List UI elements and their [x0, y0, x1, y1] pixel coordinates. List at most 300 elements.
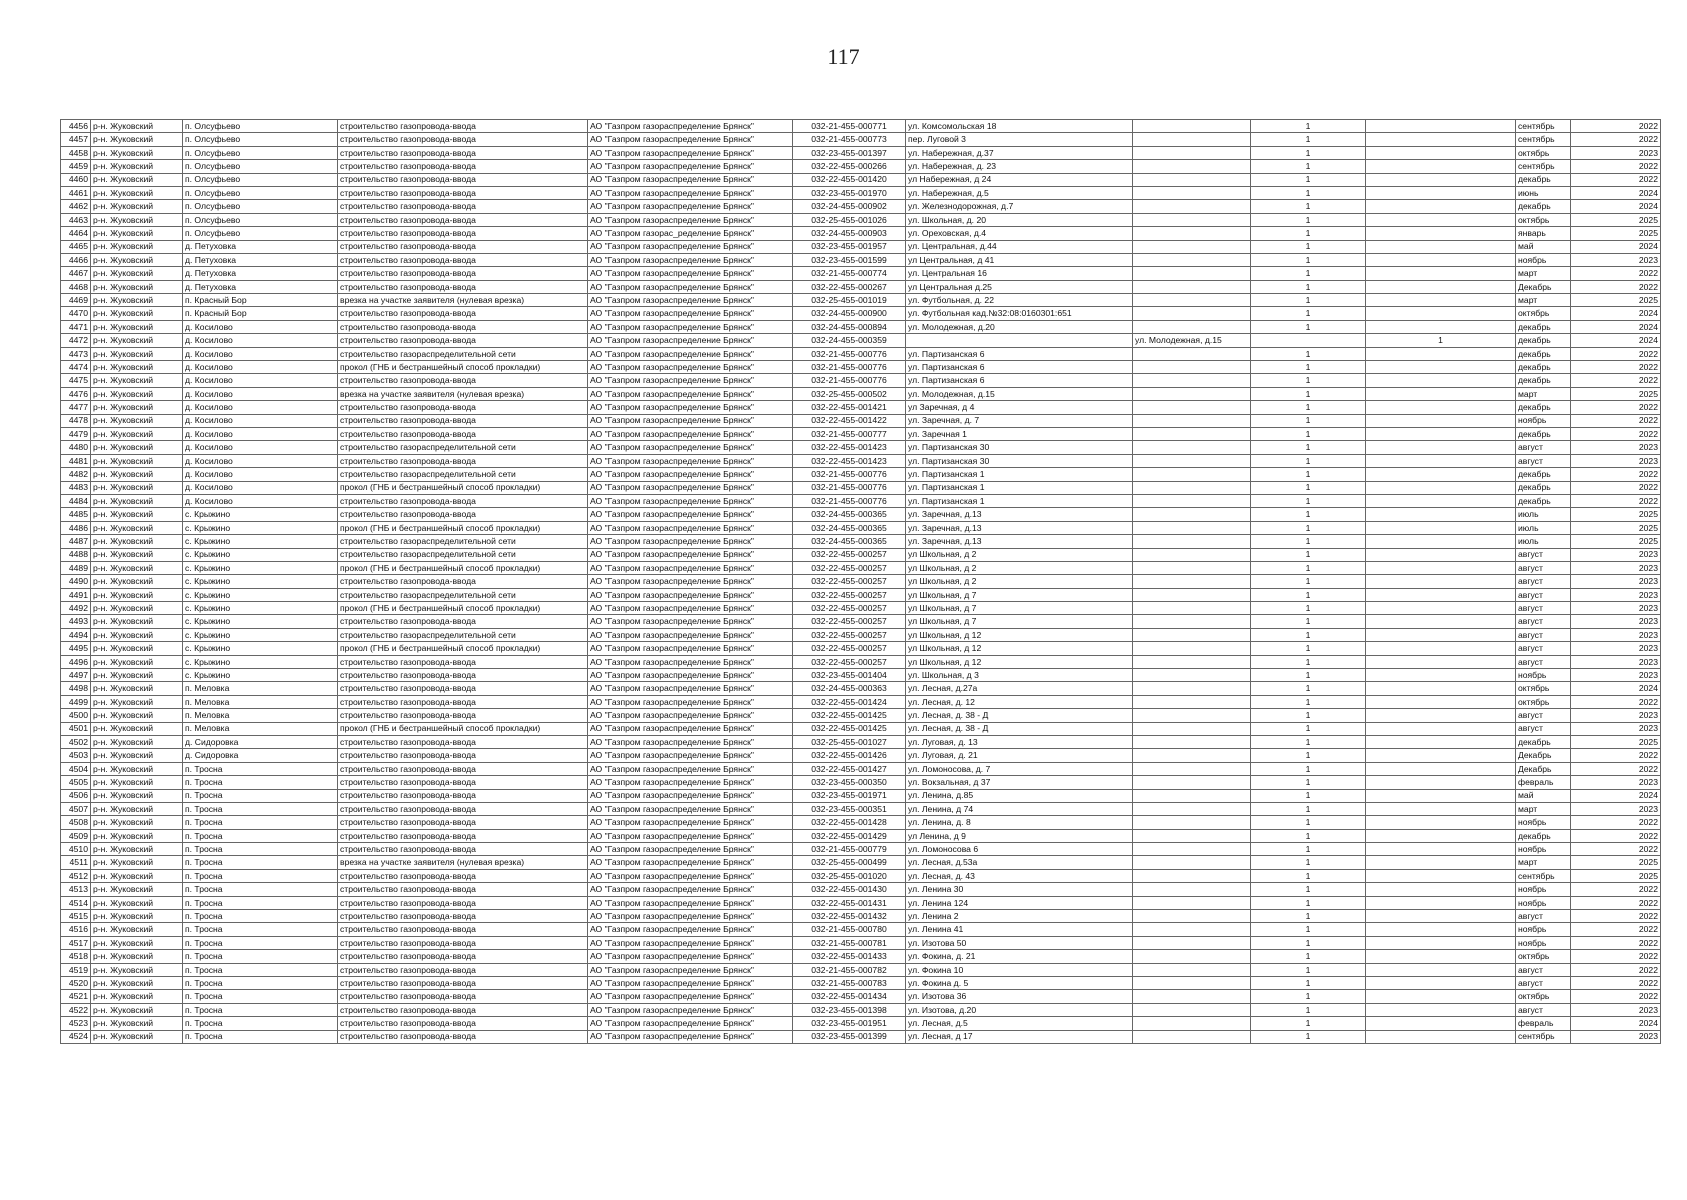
year-cell: 2023: [1571, 669, 1661, 682]
year-cell: 2023: [1571, 575, 1661, 588]
address-alt-cell: [1133, 227, 1251, 240]
address-cell: ул. Ленина, д. 8: [906, 816, 1133, 829]
address-cell: ул. Луговая, д. 21: [906, 749, 1133, 762]
table-row: [61, 776, 1661, 789]
row-number-cell: 4473: [61, 347, 91, 360]
quantity-cell: 1: [1251, 1003, 1366, 1016]
table-row: [61, 521, 1661, 534]
organization-cell: АО "Газпром газораспределение Брянск": [588, 963, 793, 976]
organization-cell: АО "Газпром газораспределение Брянск": [588, 829, 793, 842]
month-cell: май: [1516, 240, 1571, 253]
settlement-cell: д. Косилово: [183, 468, 338, 481]
row-number-cell: 4506: [61, 789, 91, 802]
work-type-cell: строительство газопровода-ввода: [338, 963, 588, 976]
month-cell: декабрь: [1516, 347, 1571, 360]
quantity-cell: 1: [1251, 173, 1366, 186]
month-cell: август: [1516, 977, 1571, 990]
year-cell: 2023: [1571, 709, 1661, 722]
work-type-cell: строительство газопровода-ввода: [338, 334, 588, 347]
application-code-cell: 032-22-455-001423: [793, 454, 906, 467]
application-code-cell: 032-23-455-001399: [793, 1030, 906, 1043]
work-type-cell: прокол (ГНБ и бестраншейный способ прокладки): [338, 521, 588, 534]
organization-cell: АО "Газпром газораспределение Брянск": [588, 936, 793, 949]
address-alt-cell: [1133, 642, 1251, 655]
quantity-cell: 1: [1251, 454, 1366, 467]
address-alt-cell: [1133, 588, 1251, 601]
quantity-cell: 1: [1251, 628, 1366, 641]
month-cell: август: [1516, 1003, 1571, 1016]
month-cell: декабрь: [1516, 427, 1571, 440]
table-row: [61, 387, 1661, 400]
organization-cell: АО "Газпром газораспределение Брянск": [588, 669, 793, 682]
organization-cell: АО "Газпром газораспределение Брянск": [588, 146, 793, 159]
month-cell: март: [1516, 856, 1571, 869]
address-cell: ул. Партизанская 6: [906, 361, 1133, 374]
row-number-cell: 4522: [61, 1003, 91, 1016]
month-cell: май: [1516, 789, 1571, 802]
address-alt-cell: [1133, 441, 1251, 454]
address-alt-cell: [1133, 816, 1251, 829]
row-number-cell: 4516: [61, 923, 91, 936]
month-cell: октябрь: [1516, 307, 1571, 320]
address-alt-cell: [1133, 361, 1251, 374]
month-cell: ноябрь: [1516, 414, 1571, 427]
address-alt-cell: [1133, 655, 1251, 668]
quantity-alt-cell: [1366, 294, 1516, 307]
application-code-cell: 032-22-455-000257: [793, 588, 906, 601]
district-cell: р-н. Жуковский: [91, 186, 183, 199]
settlement-cell: п. Тросна: [183, 896, 338, 909]
quantity-alt-cell: [1366, 454, 1516, 467]
organization-cell: АО "Газпром газораспределение Брянск": [588, 789, 793, 802]
work-type-cell: прокол (ГНБ и бестраншейный способ прокладки): [338, 481, 588, 494]
quantity-cell: 1: [1251, 294, 1366, 307]
organization-cell: АО "Газпром газораспределение Брянск": [588, 454, 793, 467]
work-type-cell: строительство газопровода-ввода: [338, 682, 588, 695]
address-alt-cell: [1133, 869, 1251, 882]
application-code-cell: 032-24-455-000902: [793, 200, 906, 213]
quantity-alt-cell: [1366, 575, 1516, 588]
row-number-cell: 4507: [61, 802, 91, 815]
work-type-cell: строительство газопровода-ввода: [338, 776, 588, 789]
work-type-cell: строительство газопровода-ввода: [338, 280, 588, 293]
month-cell: ноябрь: [1516, 936, 1571, 949]
row-number-cell: 4505: [61, 776, 91, 789]
address-cell: ул. Заречная, д.13: [906, 521, 1133, 534]
year-cell: 2024: [1571, 240, 1661, 253]
month-cell: сентябрь: [1516, 160, 1571, 173]
district-cell: р-н. Жуковский: [91, 977, 183, 990]
work-type-cell: строительство газопровода-ввода: [338, 213, 588, 226]
work-type-cell: строительство газопровода-ввода: [338, 575, 588, 588]
settlement-cell: п. Тросна: [183, 856, 338, 869]
table-row: [61, 267, 1661, 280]
year-cell: 2022: [1571, 936, 1661, 949]
year-cell: 2022: [1571, 963, 1661, 976]
page-number: 117: [827, 44, 860, 69]
settlement-cell: с. Крыжино: [183, 535, 338, 548]
organization-cell: АО "Газпром газораспределение Брянск": [588, 468, 793, 481]
address-alt-cell: [1133, 427, 1251, 440]
address-alt-cell: [1133, 896, 1251, 909]
settlement-cell: д. Петуховка: [183, 267, 338, 280]
district-cell: р-н. Жуковский: [91, 709, 183, 722]
year-cell: 2022: [1571, 267, 1661, 280]
organization-cell: АО "Газпром газораспределение Брянск": [588, 133, 793, 146]
month-cell: август: [1516, 628, 1571, 641]
month-cell: декабрь: [1516, 374, 1571, 387]
quantity-cell: 1: [1251, 253, 1366, 266]
application-code-cell: 032-22-455-001423: [793, 441, 906, 454]
month-cell: июль: [1516, 535, 1571, 548]
table-row: [61, 856, 1661, 869]
table-row: [61, 936, 1661, 949]
year-cell: 2022: [1571, 361, 1661, 374]
quantity-alt-cell: [1366, 615, 1516, 628]
month-cell: март: [1516, 387, 1571, 400]
quantity-cell: 1: [1251, 963, 1366, 976]
address-cell: ул Набережная, д 24: [906, 173, 1133, 186]
address-alt-cell: [1133, 494, 1251, 507]
quantity-cell: 1: [1251, 776, 1366, 789]
address-alt-cell: [1133, 749, 1251, 762]
year-cell: 2022: [1571, 896, 1661, 909]
row-number-cell: 4464: [61, 227, 91, 240]
address-cell: ул. Лесная, д. 12: [906, 695, 1133, 708]
year-cell: 2025: [1571, 294, 1661, 307]
address-alt-cell: [1133, 762, 1251, 775]
quantity-alt-cell: [1366, 869, 1516, 882]
quantity-alt-cell: [1366, 535, 1516, 548]
organization-cell: АО "Газпром газораспределение Брянск": [588, 802, 793, 815]
work-type-cell: строительство газопровода-ввода: [338, 816, 588, 829]
month-cell: сентябрь: [1516, 1030, 1571, 1043]
work-type-cell: врезка на участке заявителя (нулевая врезка): [338, 387, 588, 400]
settlement-cell: с. Крыжино: [183, 628, 338, 641]
organization-cell: АО "Газпром газораспределение Брянск": [588, 200, 793, 213]
district-cell: р-н. Жуковский: [91, 414, 183, 427]
address-alt-cell: [1133, 923, 1251, 936]
quantity-cell: 1: [1251, 910, 1366, 923]
month-cell: декабрь: [1516, 334, 1571, 347]
table-row: [61, 334, 1661, 347]
address-cell: ул. Ломоносова, д. 7: [906, 762, 1133, 775]
table-row: [61, 347, 1661, 360]
work-type-cell: прокол (ГНБ и бестраншейный способ прокладки): [338, 561, 588, 574]
district-cell: р-н. Жуковский: [91, 468, 183, 481]
address-cell: ул Школьная, д 2: [906, 575, 1133, 588]
application-code-cell: 032-22-455-001426: [793, 749, 906, 762]
address-alt-cell: [1133, 615, 1251, 628]
work-type-cell: строительство газопровода-ввода: [338, 829, 588, 842]
table-row: [61, 548, 1661, 561]
year-cell: 2023: [1571, 561, 1661, 574]
settlement-cell: п. Тросна: [183, 802, 338, 815]
quantity-alt-cell: [1366, 936, 1516, 949]
organization-cell: АО "Газпром газораспределение Брянск": [588, 213, 793, 226]
address-alt-cell: [1133, 160, 1251, 173]
address-cell: ул. Партизанская 30: [906, 441, 1133, 454]
address-cell: ул. Лесная, д. 43: [906, 869, 1133, 882]
quantity-alt-cell: [1366, 682, 1516, 695]
organization-cell: АО "Газпром газораспределение Брянск": [588, 602, 793, 615]
year-cell: 2022: [1571, 923, 1661, 936]
district-cell: р-н. Жуковский: [91, 200, 183, 213]
organization-cell: АО "Газпром газораспределение Брянск": [588, 561, 793, 574]
address-alt-cell: [1133, 561, 1251, 574]
table-row: [61, 427, 1661, 440]
table-row: [61, 227, 1661, 240]
row-number-cell: 4500: [61, 709, 91, 722]
address-cell: ул. Школьная, д 3: [906, 669, 1133, 682]
organization-cell: АО "Газпром газораспределение Брянск": [588, 990, 793, 1003]
district-cell: р-н. Жуковский: [91, 253, 183, 266]
month-cell: октябрь: [1516, 213, 1571, 226]
address-alt-cell: [1133, 200, 1251, 213]
application-code-cell: 032-23-455-001404: [793, 669, 906, 682]
quantity-cell: 1: [1251, 494, 1366, 507]
table-row: [61, 494, 1661, 507]
quantity-alt-cell: [1366, 977, 1516, 990]
district-cell: р-н. Жуковский: [91, 776, 183, 789]
row-number-cell: 4487: [61, 535, 91, 548]
quantity-alt-cell: [1366, 494, 1516, 507]
address-alt-cell: [1133, 347, 1251, 360]
settlement-cell: п. Меловка: [183, 695, 338, 708]
quantity-cell: 1: [1251, 521, 1366, 534]
work-type-cell: строительство газопровода-ввода: [338, 200, 588, 213]
table-row: [61, 200, 1661, 213]
application-code-cell: 032-22-455-000266: [793, 160, 906, 173]
quantity-cell: 1: [1251, 869, 1366, 882]
quantity-cell: 1: [1251, 588, 1366, 601]
district-cell: р-н. Жуковский: [91, 789, 183, 802]
table-row: [61, 535, 1661, 548]
table-row: [61, 575, 1661, 588]
organization-cell: АО "Газпром газораспределение Брянск": [588, 186, 793, 199]
address-alt-cell: [1133, 173, 1251, 186]
application-code-cell: 032-22-455-001420: [793, 173, 906, 186]
row-number-cell: 4523: [61, 1017, 91, 1030]
settlement-cell: п. Олсуфьево: [183, 173, 338, 186]
year-cell: 2025: [1571, 387, 1661, 400]
district-cell: р-н. Жуковский: [91, 481, 183, 494]
settlement-cell: п. Тросна: [183, 936, 338, 949]
organization-cell: АО "Газпром газораспределение Брянск": [588, 762, 793, 775]
row-number-cell: 4513: [61, 883, 91, 896]
month-cell: август: [1516, 575, 1571, 588]
table-row: [61, 160, 1661, 173]
row-number-cell: 4471: [61, 320, 91, 333]
work-type-cell: строительство газопровода-ввода: [338, 160, 588, 173]
month-cell: август: [1516, 588, 1571, 601]
month-cell: декабрь: [1516, 320, 1571, 333]
table-row: [61, 963, 1661, 976]
month-cell: август: [1516, 548, 1571, 561]
row-number-cell: 4463: [61, 213, 91, 226]
organization-cell: АО "Газпром газораспределение Брянск": [588, 160, 793, 173]
address-alt-cell: [1133, 682, 1251, 695]
settlement-cell: п. Меловка: [183, 682, 338, 695]
table-row: [61, 923, 1661, 936]
month-cell: август: [1516, 910, 1571, 923]
quantity-alt-cell: [1366, 213, 1516, 226]
work-type-cell: строительство газопровода-ввода: [338, 749, 588, 762]
quantity-cell: 1: [1251, 267, 1366, 280]
district-cell: р-н. Жуковский: [91, 535, 183, 548]
district-cell: р-н. Жуковский: [91, 722, 183, 735]
year-cell: 2023: [1571, 441, 1661, 454]
quantity-cell: 1: [1251, 856, 1366, 869]
work-type-cell: строительство газопровода-ввода: [338, 802, 588, 815]
quantity-cell: 1: [1251, 481, 1366, 494]
address-cell: ул. Школьная, д. 20: [906, 213, 1133, 226]
month-cell: июль: [1516, 521, 1571, 534]
settlement-cell: с. Крыжино: [183, 588, 338, 601]
table-row: [61, 642, 1661, 655]
address-cell: ул Школьная, д 7: [906, 602, 1133, 615]
quantity-cell: 1: [1251, 401, 1366, 414]
application-code-cell: 032-24-455-000894: [793, 320, 906, 333]
quantity-alt-cell: [1366, 829, 1516, 842]
settlement-cell: д. Косилово: [183, 441, 338, 454]
address-alt-cell: [1133, 856, 1251, 869]
district-cell: р-н. Жуковский: [91, 441, 183, 454]
quantity-alt-cell: [1366, 776, 1516, 789]
application-code-cell: 032-21-455-000776: [793, 494, 906, 507]
district-cell: р-н. Жуковский: [91, 508, 183, 521]
row-number-cell: 4501: [61, 722, 91, 735]
address-alt-cell: [1133, 267, 1251, 280]
quantity-alt-cell: [1366, 749, 1516, 762]
address-alt-cell: [1133, 294, 1251, 307]
month-cell: октябрь: [1516, 682, 1571, 695]
application-code-cell: 032-24-455-000365: [793, 521, 906, 534]
quantity-alt-cell: [1366, 280, 1516, 293]
work-type-cell: строительство газопровода-ввода: [338, 615, 588, 628]
application-code-cell: 032-23-455-001599: [793, 253, 906, 266]
district-cell: р-н. Жуковский: [91, 361, 183, 374]
table-row: [61, 240, 1661, 253]
year-cell: 2022: [1571, 762, 1661, 775]
application-code-cell: 032-22-455-001425: [793, 722, 906, 735]
settlement-cell: п. Меловка: [183, 722, 338, 735]
quantity-cell: 1: [1251, 441, 1366, 454]
district-cell: р-н. Жуковский: [91, 749, 183, 762]
month-cell: август: [1516, 655, 1571, 668]
district-cell: р-н. Жуковский: [91, 387, 183, 400]
year-cell: 2022: [1571, 990, 1661, 1003]
quantity-cell: 1: [1251, 749, 1366, 762]
work-type-cell: строительство газораспределительной сети: [338, 628, 588, 641]
work-type-cell: строительство газопровода-ввода: [338, 454, 588, 467]
district-cell: р-н. Жуковский: [91, 669, 183, 682]
quantity-cell: 1: [1251, 347, 1366, 360]
address-cell: ул. Футбольная кад.№32:08:0160301:651: [906, 307, 1133, 320]
application-code-cell: 032-24-455-000365: [793, 508, 906, 521]
settlement-cell: с. Крыжино: [183, 642, 338, 655]
settlement-cell: д. Косилово: [183, 481, 338, 494]
year-cell: 2022: [1571, 481, 1661, 494]
settlement-cell: п. Тросна: [183, 829, 338, 842]
work-type-cell: строительство газораспределительной сети: [338, 468, 588, 481]
work-type-cell: строительство газопровода-ввода: [338, 253, 588, 266]
organization-cell: АО "Газпром газораспределение Брянск": [588, 923, 793, 936]
organization-cell: АО "Газпром газораспределение Брянск": [588, 896, 793, 909]
month-cell: октябрь: [1516, 695, 1571, 708]
row-number-cell: 4465: [61, 240, 91, 253]
quantity-alt-cell: [1366, 735, 1516, 748]
table-row: [61, 602, 1661, 615]
organization-cell: АО "Газпром газораспределение Брянск": [588, 695, 793, 708]
address-alt-cell: [1133, 387, 1251, 400]
settlement-cell: д. Петуховка: [183, 280, 338, 293]
quantity-alt-cell: [1366, 695, 1516, 708]
application-code-cell: 032-24-455-000363: [793, 682, 906, 695]
settlement-cell: с. Крыжино: [183, 655, 338, 668]
settlement-cell: д. Косилово: [183, 347, 338, 360]
month-cell: август: [1516, 709, 1571, 722]
district-cell: р-н. Жуковский: [91, 682, 183, 695]
quantity-cell: 1: [1251, 186, 1366, 199]
year-cell: 2022: [1571, 347, 1661, 360]
application-code-cell: 032-21-455-000777: [793, 427, 906, 440]
table-row: [61, 762, 1661, 775]
quantity-alt-cell: [1366, 655, 1516, 668]
address-alt-cell: [1133, 548, 1251, 561]
address-cell: ул. Партизанская 6: [906, 374, 1133, 387]
application-code-cell: 032-22-455-001430: [793, 883, 906, 896]
settlement-cell: с. Крыжино: [183, 521, 338, 534]
work-type-cell: строительство газопровода-ввода: [338, 762, 588, 775]
address-cell: ул. Партизанская 6: [906, 347, 1133, 360]
year-cell: 2022: [1571, 401, 1661, 414]
application-code-cell: 032-21-455-000779: [793, 843, 906, 856]
schedule-table: [60, 119, 1661, 1044]
month-cell: декабрь: [1516, 173, 1571, 186]
year-cell: 2022: [1571, 280, 1661, 293]
row-number-cell: 4456: [61, 120, 91, 133]
application-code-cell: 032-23-455-001970: [793, 186, 906, 199]
application-code-cell: 032-21-455-000776: [793, 361, 906, 374]
district-cell: р-н. Жуковский: [91, 1017, 183, 1030]
district-cell: р-н. Жуковский: [91, 240, 183, 253]
year-cell: 2023: [1571, 146, 1661, 159]
application-code-cell: 032-22-455-001431: [793, 896, 906, 909]
settlement-cell: п. Олсуфьево: [183, 227, 338, 240]
row-number-cell: 4502: [61, 735, 91, 748]
table-row: [61, 588, 1661, 601]
row-number-cell: 4520: [61, 977, 91, 990]
organization-cell: АО "Газпром газораспределение Брянск": [588, 776, 793, 789]
address-cell: ул. Лесная, д.27а: [906, 682, 1133, 695]
quantity-alt-cell: [1366, 227, 1516, 240]
month-cell: июль: [1516, 508, 1571, 521]
district-cell: р-н. Жуковский: [91, 561, 183, 574]
settlement-cell: с. Крыжино: [183, 669, 338, 682]
month-cell: август: [1516, 615, 1571, 628]
application-code-cell: 032-22-455-000257: [793, 575, 906, 588]
address-alt-cell: [1133, 468, 1251, 481]
settlement-cell: д. Сидоровка: [183, 735, 338, 748]
month-cell: ноябрь: [1516, 896, 1571, 909]
row-number-cell: 4512: [61, 869, 91, 882]
address-cell: ул Школьная, д 12: [906, 642, 1133, 655]
month-cell: декабрь: [1516, 829, 1571, 842]
table-row: [61, 709, 1661, 722]
district-cell: р-н. Жуковский: [91, 1030, 183, 1043]
organization-cell: АО "Газпром газораспределение Брянск": [588, 294, 793, 307]
